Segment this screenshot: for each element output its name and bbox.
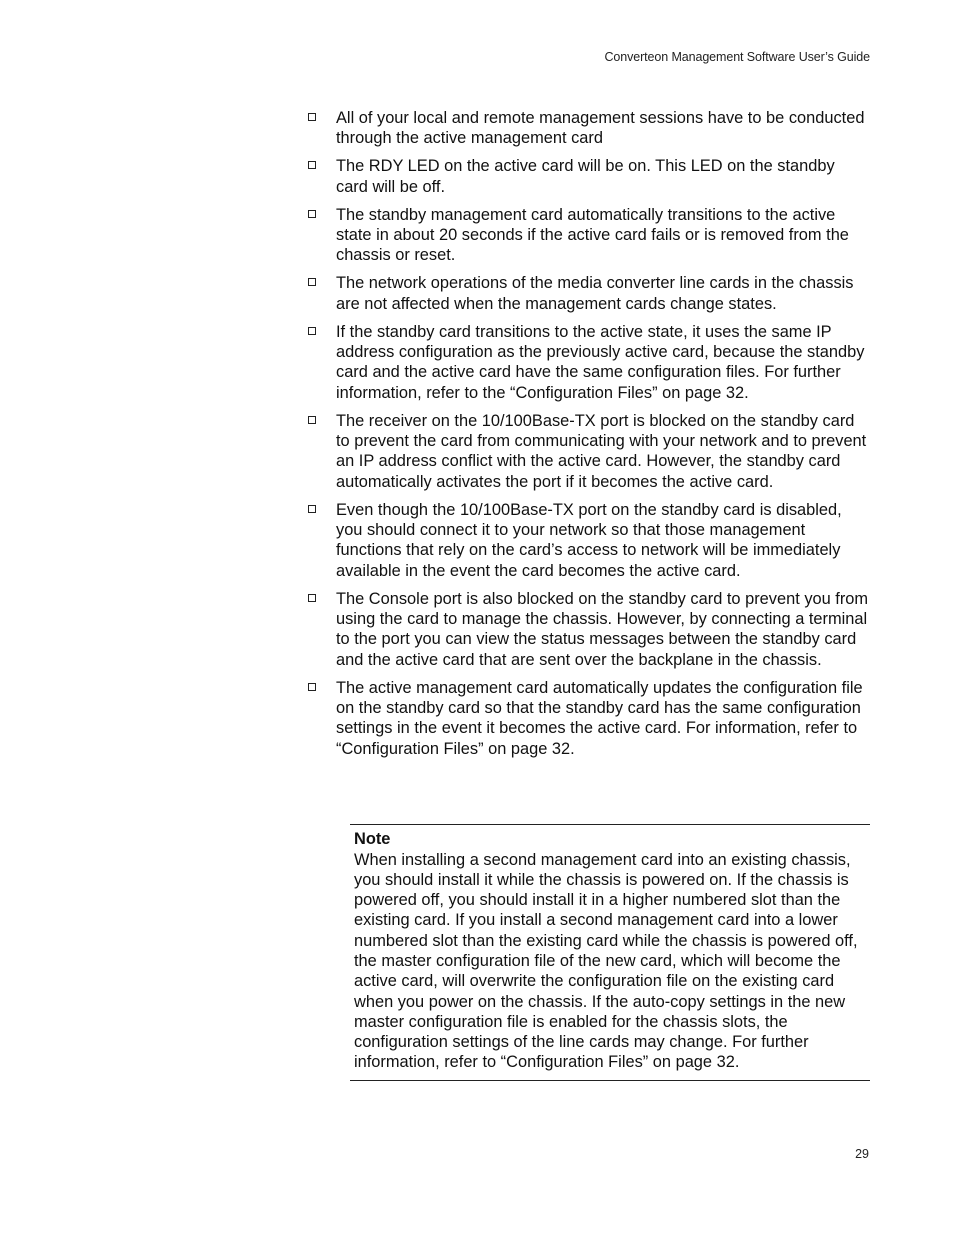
list-item-text: The standby management card automatically transitions to the active state in about 20 seconds if the active card fails or is removed from the chassis or reset. <box>336 205 849 265</box>
list-item-text: The RDY LED on the active card will be on. This LED on the standby card will be off. <box>336 157 835 196</box>
list-item <box>306 108 870 149</box>
list-item <box>306 589 870 670</box>
list-item <box>306 322 870 403</box>
checkbox-bullet-icon <box>308 683 316 691</box>
page-number: 29 <box>855 1147 869 1161</box>
checkbox-bullet-icon <box>308 416 316 424</box>
list-item-text: If the standby card transitions to the active state, it uses the same IP address configuration as the previously active card, because the standby card and the active card have the same configuration files. For further information, refer to the “Configuration Files” on page 32. <box>336 322 865 402</box>
list-item-text: Even though the 10/100Base-TX port on the standby card is disabled, you should connect it to your network so that those management functions that rely on the card’s access to network will be immediately available in the event the card becomes the active card. <box>336 500 842 580</box>
checkbox-bullet-icon <box>308 278 316 286</box>
list-item-text: The Console port is also blocked on the standby card to prevent you from using the card to manage the chassis. However, by connecting a terminal to the port you can view the status messages between the standby card and the active card that are sent over the backplane in the chassis. <box>336 589 869 669</box>
note-body: When installing a second management card into an existing chassis, you should install it while the chassis is powered on. If the chassis is powered off, you should install it in a higher numbered slot than the existing card. If you install a second management card into a lower numbered slot than the existing card while the chassis is powered off, the master configuration file of the new card, which will become the active card, will overwrite the configuration file on the existing card when you power on the chassis. If the auto-copy settings in the new master configuration file is enabled for the chassis slots, the configuration settings of the line cards may change. For further information, refer to “Configuration Files” on page 32. <box>354 850 858 1072</box>
list-item-text: The network operations of the media converter line cards in the chassis are not affected when the management cards change states. <box>336 274 854 313</box>
checkbox-bullet-icon <box>308 505 316 513</box>
checkbox-bullet-icon <box>308 161 316 169</box>
note-title: Note <box>354 830 391 848</box>
checkbox-bullet-icon <box>308 594 316 602</box>
checkbox-bullet-icon <box>308 113 316 121</box>
list-item <box>306 273 870 314</box>
list-item <box>306 500 870 581</box>
bullet-list <box>306 108 870 767</box>
list-item <box>306 156 870 197</box>
list-item-text: All of your local and remote management sessions have to be conducted through the active management card <box>336 109 865 148</box>
running-header: Converteon Management Software User’s Guide <box>604 50 870 64</box>
list-item-text: The active management card automatically updates the configuration file on the standby card so that the standby card has the same configuration settings in the event it becomes the active card. For information, refer to “Configuration Files” on page 32. <box>336 678 863 758</box>
list-item <box>306 678 870 759</box>
note-box <box>350 824 870 1081</box>
list-item-text: The receiver on the 10/100Base-TX port is blocked on the standby card to prevent the card from communicating with your network and to prevent an IP address conflict with the active card. However, the standby card automatically activates the port if it becomes the active card. <box>336 411 867 491</box>
list-item <box>306 411 870 492</box>
list-item <box>306 205 870 266</box>
checkbox-bullet-icon <box>308 327 316 335</box>
checkbox-bullet-icon <box>308 210 316 218</box>
